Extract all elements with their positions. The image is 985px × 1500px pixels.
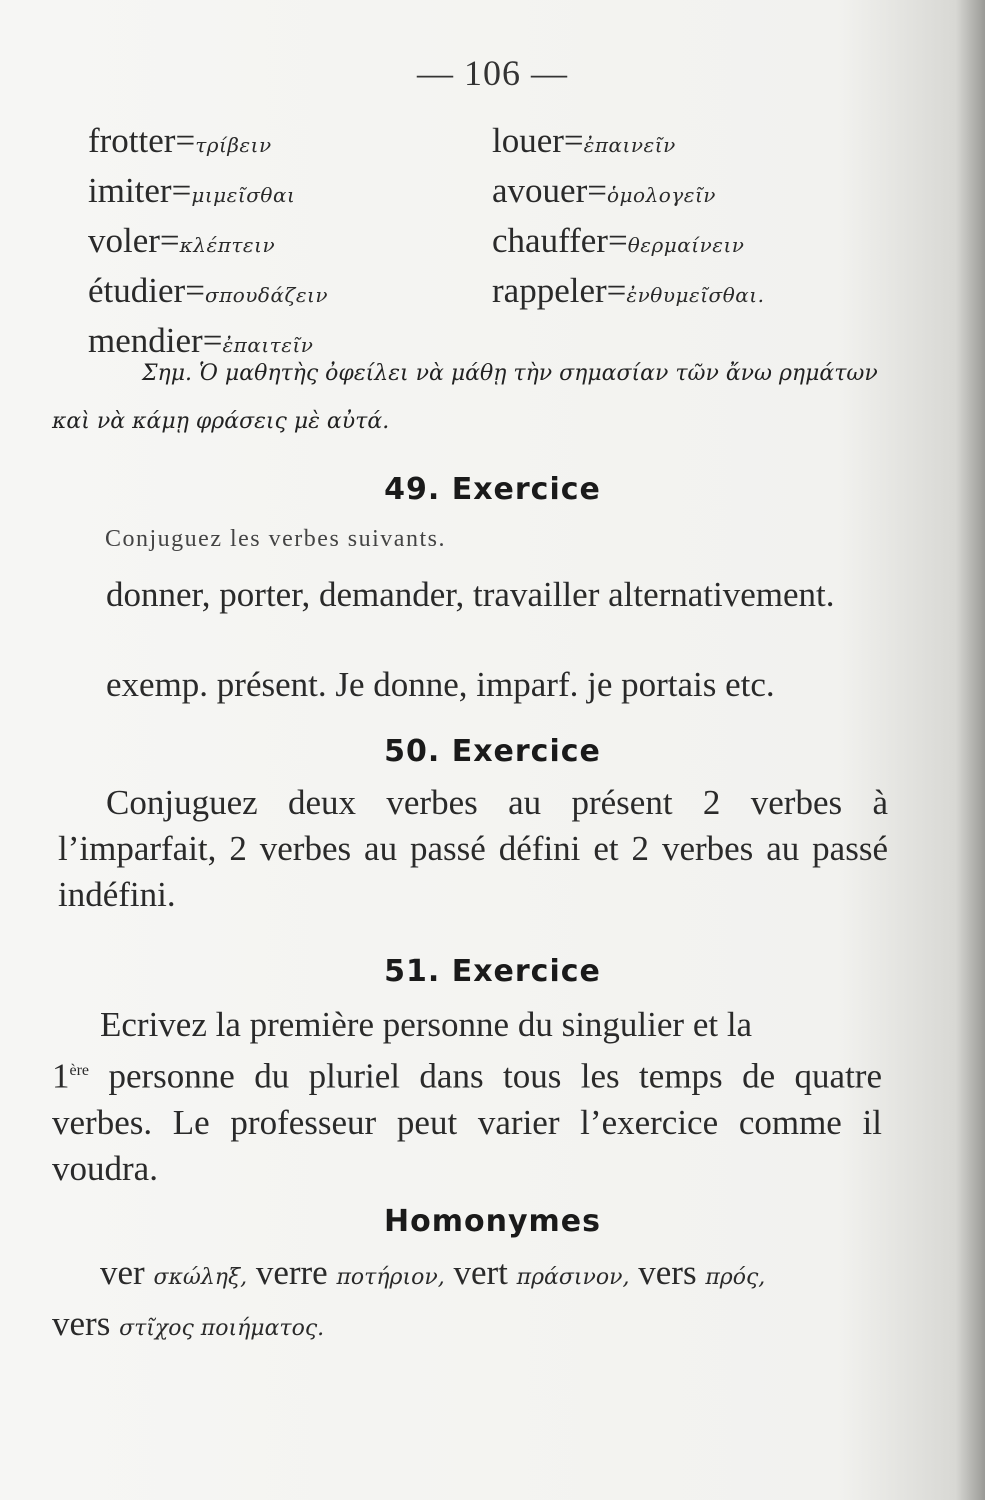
homonymes-line-2: [52, 1301, 882, 1352]
french-word: mendier: [88, 321, 203, 360]
vocab-entry: [88, 118, 488, 168]
vocab-entry: [492, 268, 922, 318]
greek-word: μιμεῖσθαι: [191, 183, 296, 207]
vocab-entry: [88, 268, 488, 318]
exercise-49-verbs: donner, porter, demander, travailler alternativement.: [106, 575, 835, 614]
homonym-french: verre: [255, 1253, 328, 1292]
vocab-entry: [492, 168, 922, 218]
french-word: louer: [492, 121, 564, 160]
vocab-entry: [88, 168, 488, 218]
exercise-51-text: [52, 1002, 882, 1192]
homonym-french: vers: [52, 1304, 111, 1343]
greek-word: ὁμολογεῖν: [606, 183, 716, 207]
exercise-50-heading: 50. Exercice: [384, 734, 601, 769]
vocab-entry: [492, 218, 922, 268]
vocab-entry: [88, 218, 488, 268]
exercise-49-heading: 49. Exercice: [384, 472, 601, 507]
greek-word: κλέπτειν: [179, 233, 276, 257]
homonym-french: vers: [638, 1253, 697, 1292]
homonym-greek: σκώληξ,: [153, 1265, 248, 1290]
vocab-entry: [492, 118, 922, 168]
french-word: frotter: [88, 121, 176, 160]
page-number: — 106 —: [417, 53, 568, 93]
french-word: imiter: [88, 171, 172, 210]
homonym-greek: πράσινον,: [516, 1265, 630, 1290]
exercise-51-heading: 51. Exercice: [384, 954, 601, 989]
equals-sign: =: [202, 321, 223, 360]
equals-sign: =: [563, 121, 584, 160]
equals-sign: =: [159, 221, 180, 260]
greek-word: σπουδάζειν: [204, 283, 329, 307]
french-word: voler: [88, 221, 160, 260]
french-word: rappeler: [492, 271, 607, 310]
homonym-french: ver: [100, 1253, 145, 1292]
homonymes-heading: Homonymes: [384, 1204, 601, 1239]
equals-sign: =: [185, 271, 205, 310]
ordinal-number: 1: [52, 1056, 70, 1096]
ordinal-suffix: ère: [69, 1062, 90, 1079]
homonymes-line-1: [52, 1250, 882, 1301]
equals-sign: =: [587, 171, 607, 210]
greek-word: θερμαίνειν: [627, 233, 745, 257]
greek-word: ἐπαινεῖν: [583, 133, 676, 157]
equals-sign: =: [606, 271, 627, 310]
homonym-greek: στῖχος ποιήματος.: [119, 1316, 325, 1341]
greek-word: τρίβειν: [195, 133, 272, 157]
greek-word: ἐπαιτεῖν: [222, 333, 314, 357]
greek-word: ἐνθυμεῖσθαι.: [626, 283, 765, 307]
equals-sign: =: [171, 171, 192, 210]
exercise-49-example: exemp. présent. Je donne, imparf. je portais etc.: [106, 665, 775, 704]
french-word: chauffer: [492, 221, 608, 260]
exercise-51-continuation: personne du pluriel dans tous les temps de quatre verbes. Le professeur peut varier l’exercice comme il voudra.: [52, 1056, 882, 1188]
equals-sign: =: [607, 221, 628, 260]
homonym-greek: ποτήριον,: [336, 1265, 445, 1290]
homonym-french: vert: [453, 1253, 508, 1292]
french-word: avouer: [492, 171, 588, 210]
homonymes-list: [52, 1250, 882, 1352]
exercise-51-line-1: Ecrivez la première personne du singulier et la: [100, 1005, 753, 1044]
equals-sign: =: [175, 121, 196, 160]
vocab-column-left: [88, 118, 488, 368]
exercise-50-text: Conjuguez deux verbes au présent 2 verbes à l’imparfait, 2 verbes au passé défini et 2 verbes au passé indéfini.: [58, 783, 888, 914]
vocab-column-right: [492, 118, 922, 318]
greek-note: Σημ. Ὁ μαθητὴς ὀφείλει νὰ μάθῃ τὴν σημασίαν τῶν ἄνω ρημάτων καὶ νὰ κάμῃ φράσεις μὲ αὐτά.: [52, 361, 878, 434]
exercise-49-instruction: Conjuguez les verbes suivants.: [105, 526, 446, 552]
homonym-greek: πρός,: [705, 1265, 766, 1290]
french-word: étudier: [88, 271, 186, 310]
